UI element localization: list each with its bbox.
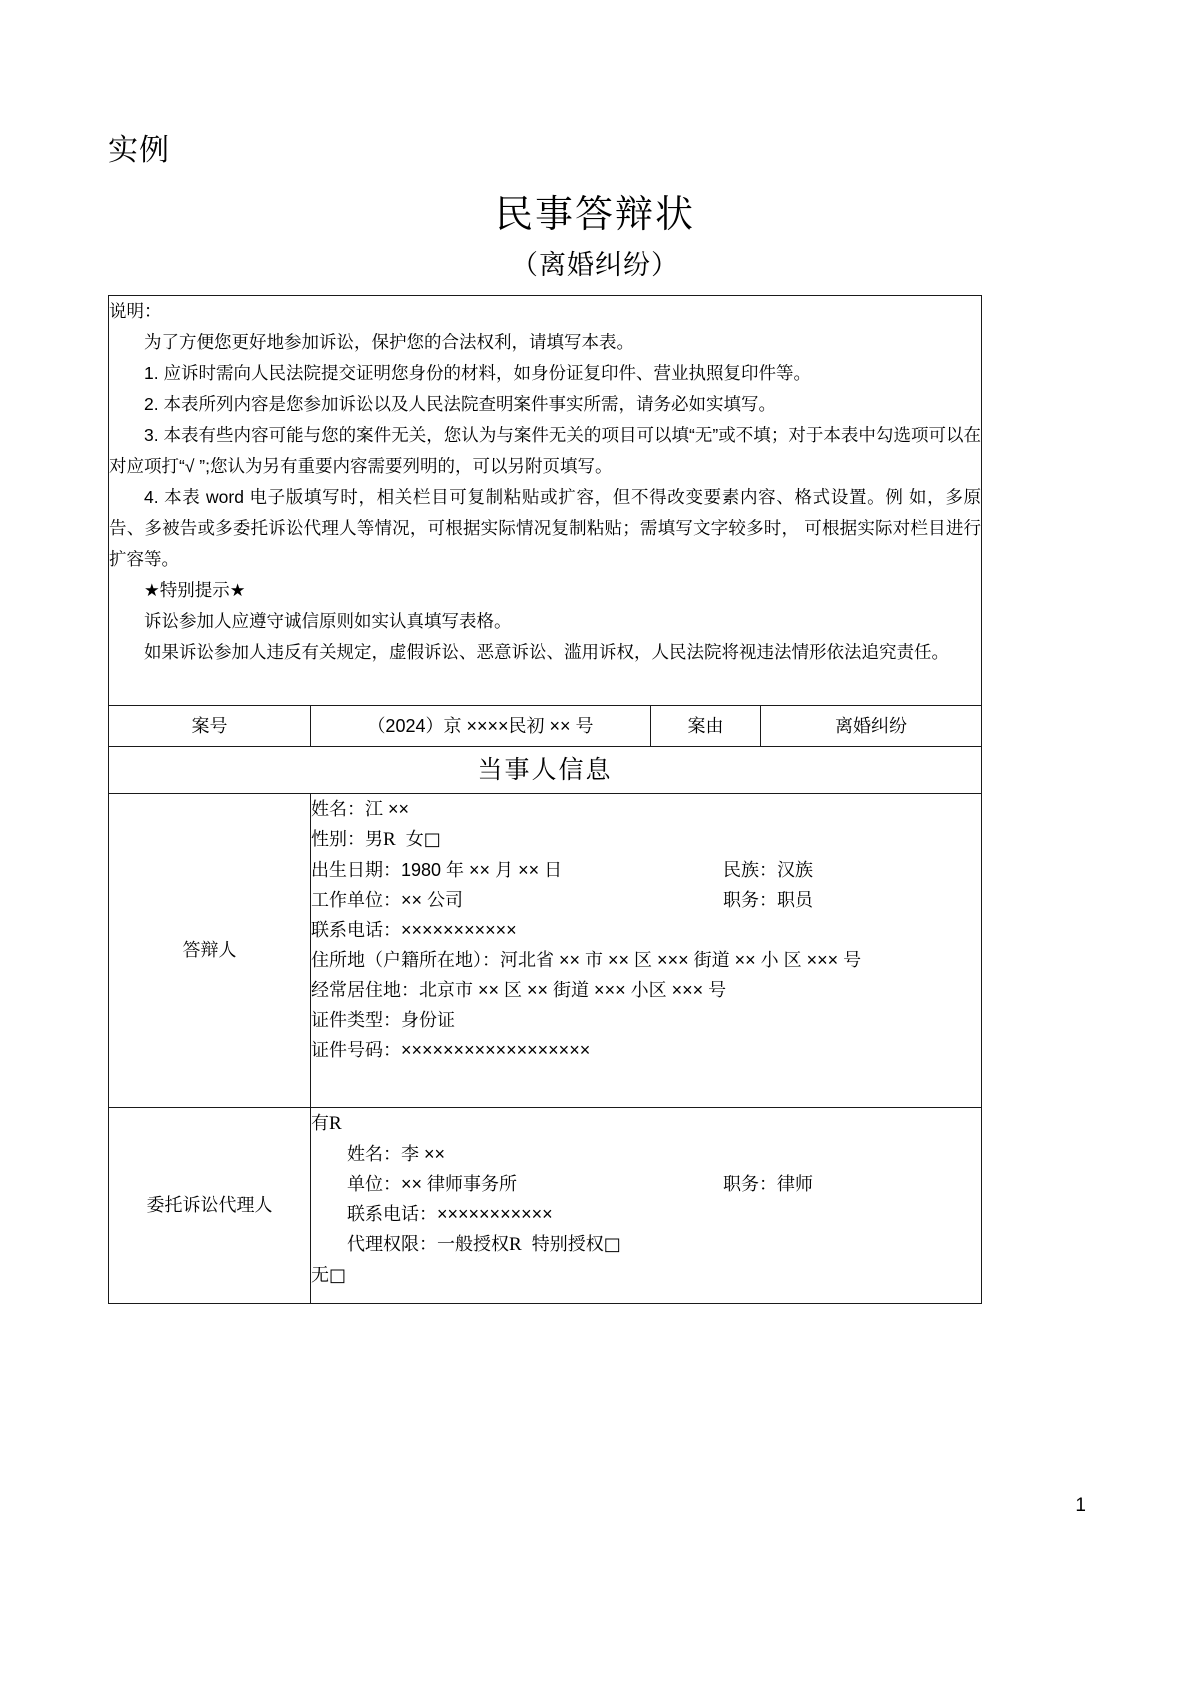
page-number: 1 — [1075, 1495, 1086, 1516]
document-title: 民事答辩状 — [494, 194, 695, 236]
respondent-position-value[interactable]: 职员 — [777, 890, 813, 910]
gender-male-checkbox[interactable]: R — [383, 829, 396, 850]
agent-has-label: 有 — [311, 1113, 329, 1133]
case-number-label: 案号 — [109, 706, 311, 747]
respondent-name-label: 姓名： — [311, 799, 365, 819]
authority-general-checkbox[interactable]: R — [509, 1234, 522, 1255]
agent-none-label: 无 — [311, 1265, 329, 1285]
agent-phone-value[interactable]: ××××××××××× — [437, 1204, 553, 1224]
respondent-residence-value[interactable]: 北京市 ×× 区 ×× 街道 ××× 小区 ××× 号 — [419, 980, 727, 1000]
authority-general-text: 一般授权 — [437, 1234, 509, 1254]
cause-of-action-value[interactable]: 离婚纠纷 — [761, 706, 982, 747]
special-notice-line-2: 如果诉讼参加人违反有关规定，虚假诉讼、恶意诉讼、滥用诉权，人民法院将视违法情形依法追究责任。 — [144, 642, 949, 662]
instructions-item-4: 4. 本表 word 电子版填写时，相关栏目可复制粘贴或扩容，但不得改变要素内容、格式设置。例 如，多原告、多被告或多委托诉讼代理人等情况，可根据实际情况复制粘贴；需填写文字较多时， 可根据实际对栏目进行扩容等。 — [109, 487, 982, 569]
respondent-name-value[interactable]: 江 ×× — [365, 799, 410, 819]
gender-male-text: 男 — [365, 829, 383, 849]
instructions-item-3: 3. 本表有些内容可能与您的案件无关，您认为与案件无关的项目可以填“无”或不填；对于本表中勾选项可以在对应项打“√ ”;您认为另有重要内容需要列明的，可以另附页填写。 — [109, 425, 982, 476]
respondent-employer-label: 工作单位： — [311, 890, 401, 910]
instructions-row — [109, 296, 982, 706]
respondent-name-line — [311, 794, 981, 824]
respondent-birth-value[interactable]: 1980 年 ×× 月 ×× 日 — [401, 860, 563, 880]
respondent-label: 答辩人 — [109, 794, 311, 1108]
agent-phone-label: 联系电话： — [347, 1204, 437, 1224]
agent-position-group — [723, 1169, 813, 1199]
agent-name-value[interactable]: 李 ×× — [401, 1144, 446, 1164]
authority-special-checkbox[interactable]: □ — [603, 1234, 621, 1255]
respondent-domicile-label: 住所地（户籍所在地）： — [311, 950, 500, 970]
respondent-id-type-line — [311, 1005, 981, 1035]
respondent-ethnicity-group — [723, 855, 813, 885]
gender-female-text: 女 — [405, 829, 424, 849]
respondent-gender-label: 性别： — [311, 829, 365, 849]
agent-none-checkbox[interactable]: □ — [329, 1265, 347, 1286]
respondent-employer-line — [311, 885, 981, 915]
respondent-residence-label: 经常居住地： — [311, 980, 419, 1000]
party-info-header: 当事人信息 — [109, 747, 982, 794]
agent-position-value[interactable]: 律师 — [777, 1174, 813, 1194]
agent-authority-label: 代理权限： — [347, 1234, 437, 1254]
agent-has-checkbox[interactable]: R — [329, 1113, 342, 1134]
respondent-phone-value[interactable]: ××××××××××× — [401, 920, 517, 940]
agent-position-label: 职务： — [723, 1174, 777, 1194]
example-label: 实例 — [108, 134, 170, 167]
instructions-item-2: 2. 本表所列内容是您参加诉讼以及人民法院查明案件事实所需，请务必如实填写。 — [144, 394, 776, 414]
agent-firm-line — [311, 1169, 981, 1199]
cause-of-action-label: 案由 — [651, 706, 761, 747]
agent-name-line — [311, 1139, 981, 1169]
agent-name-label: 姓名： — [347, 1144, 401, 1164]
agent-row — [109, 1108, 982, 1304]
agent-none-line — [311, 1260, 981, 1291]
agent-phone-line — [311, 1199, 981, 1229]
case-number-value[interactable]: （2024）京 ××××民初 ×× 号 — [311, 706, 651, 747]
respondent-phone-line — [311, 915, 981, 945]
respondent-bottom-spacer — [311, 1065, 981, 1107]
respondent-ethnicity-label: 民族： — [723, 860, 777, 880]
gender-female-checkbox[interactable]: □ — [423, 829, 441, 850]
instructions-cell — [109, 296, 982, 706]
respondent-phone-label: 联系电话： — [311, 920, 401, 940]
civil-defense-form-table — [108, 295, 982, 1304]
respondent-birth-label: 出生日期： — [311, 860, 401, 880]
agent-firm-value[interactable]: ×× 律师事务所 — [401, 1174, 518, 1194]
agent-label: 委托诉讼代理人 — [109, 1108, 311, 1304]
respondent-employer-value[interactable]: ×× 公司 — [401, 890, 464, 910]
instructions-intro: 为了方便您更好地参加诉讼，保护您的合法权利，请填写本表。 — [144, 332, 634, 352]
special-notice-line-1: 诉讼参加人应遵守诚信原则如实认真填写表格。 — [144, 611, 512, 631]
respondent-details — [311, 794, 982, 1108]
agent-firm-label: 单位： — [347, 1174, 401, 1194]
respondent-id-number-label: 证件号码： — [311, 1040, 401, 1060]
respondent-domicile-value[interactable]: 河北省 ×× 市 ×× 区 ××× 街道 ×× 小 区 ××× 号 — [500, 950, 862, 970]
respondent-row — [109, 794, 982, 1108]
party-info-header-row — [109, 747, 982, 794]
respondent-residence-line — [311, 975, 981, 1005]
special-notice-title: ★特别提示★ — [144, 580, 246, 600]
respondent-birth-line — [311, 855, 981, 885]
agent-details — [311, 1108, 982, 1304]
case-info-row — [109, 706, 982, 747]
respondent-id-number-line — [311, 1035, 981, 1065]
respondent-domicile-line — [311, 945, 981, 975]
respondent-id-number-value[interactable]: ×××××××××××××××××× — [401, 1040, 591, 1060]
respondent-ethnicity-value[interactable]: 汉族 — [777, 860, 813, 880]
respondent-position-group — [723, 885, 813, 915]
agent-bottom-spacer — [311, 1291, 981, 1303]
respondent-id-type-label: 证件类型： — [311, 1010, 401, 1030]
authority-special-text: 特别授权 — [531, 1234, 604, 1254]
instructions-heading: 说明： — [109, 301, 162, 321]
instructions-item-1: 1. 应诉时需向人民法院提交证明您身份的材料，如身份证复印件、营业执照复印件等。 — [144, 363, 811, 383]
document-subtitle: （离婚纠纷） — [511, 250, 679, 280]
respondent-id-type-value[interactable]: 身份证 — [401, 1010, 455, 1030]
respondent-gender-line — [311, 824, 981, 855]
respondent-position-label: 职务： — [723, 890, 777, 910]
agent-authority-line — [311, 1229, 981, 1260]
agent-has-line — [311, 1108, 981, 1139]
